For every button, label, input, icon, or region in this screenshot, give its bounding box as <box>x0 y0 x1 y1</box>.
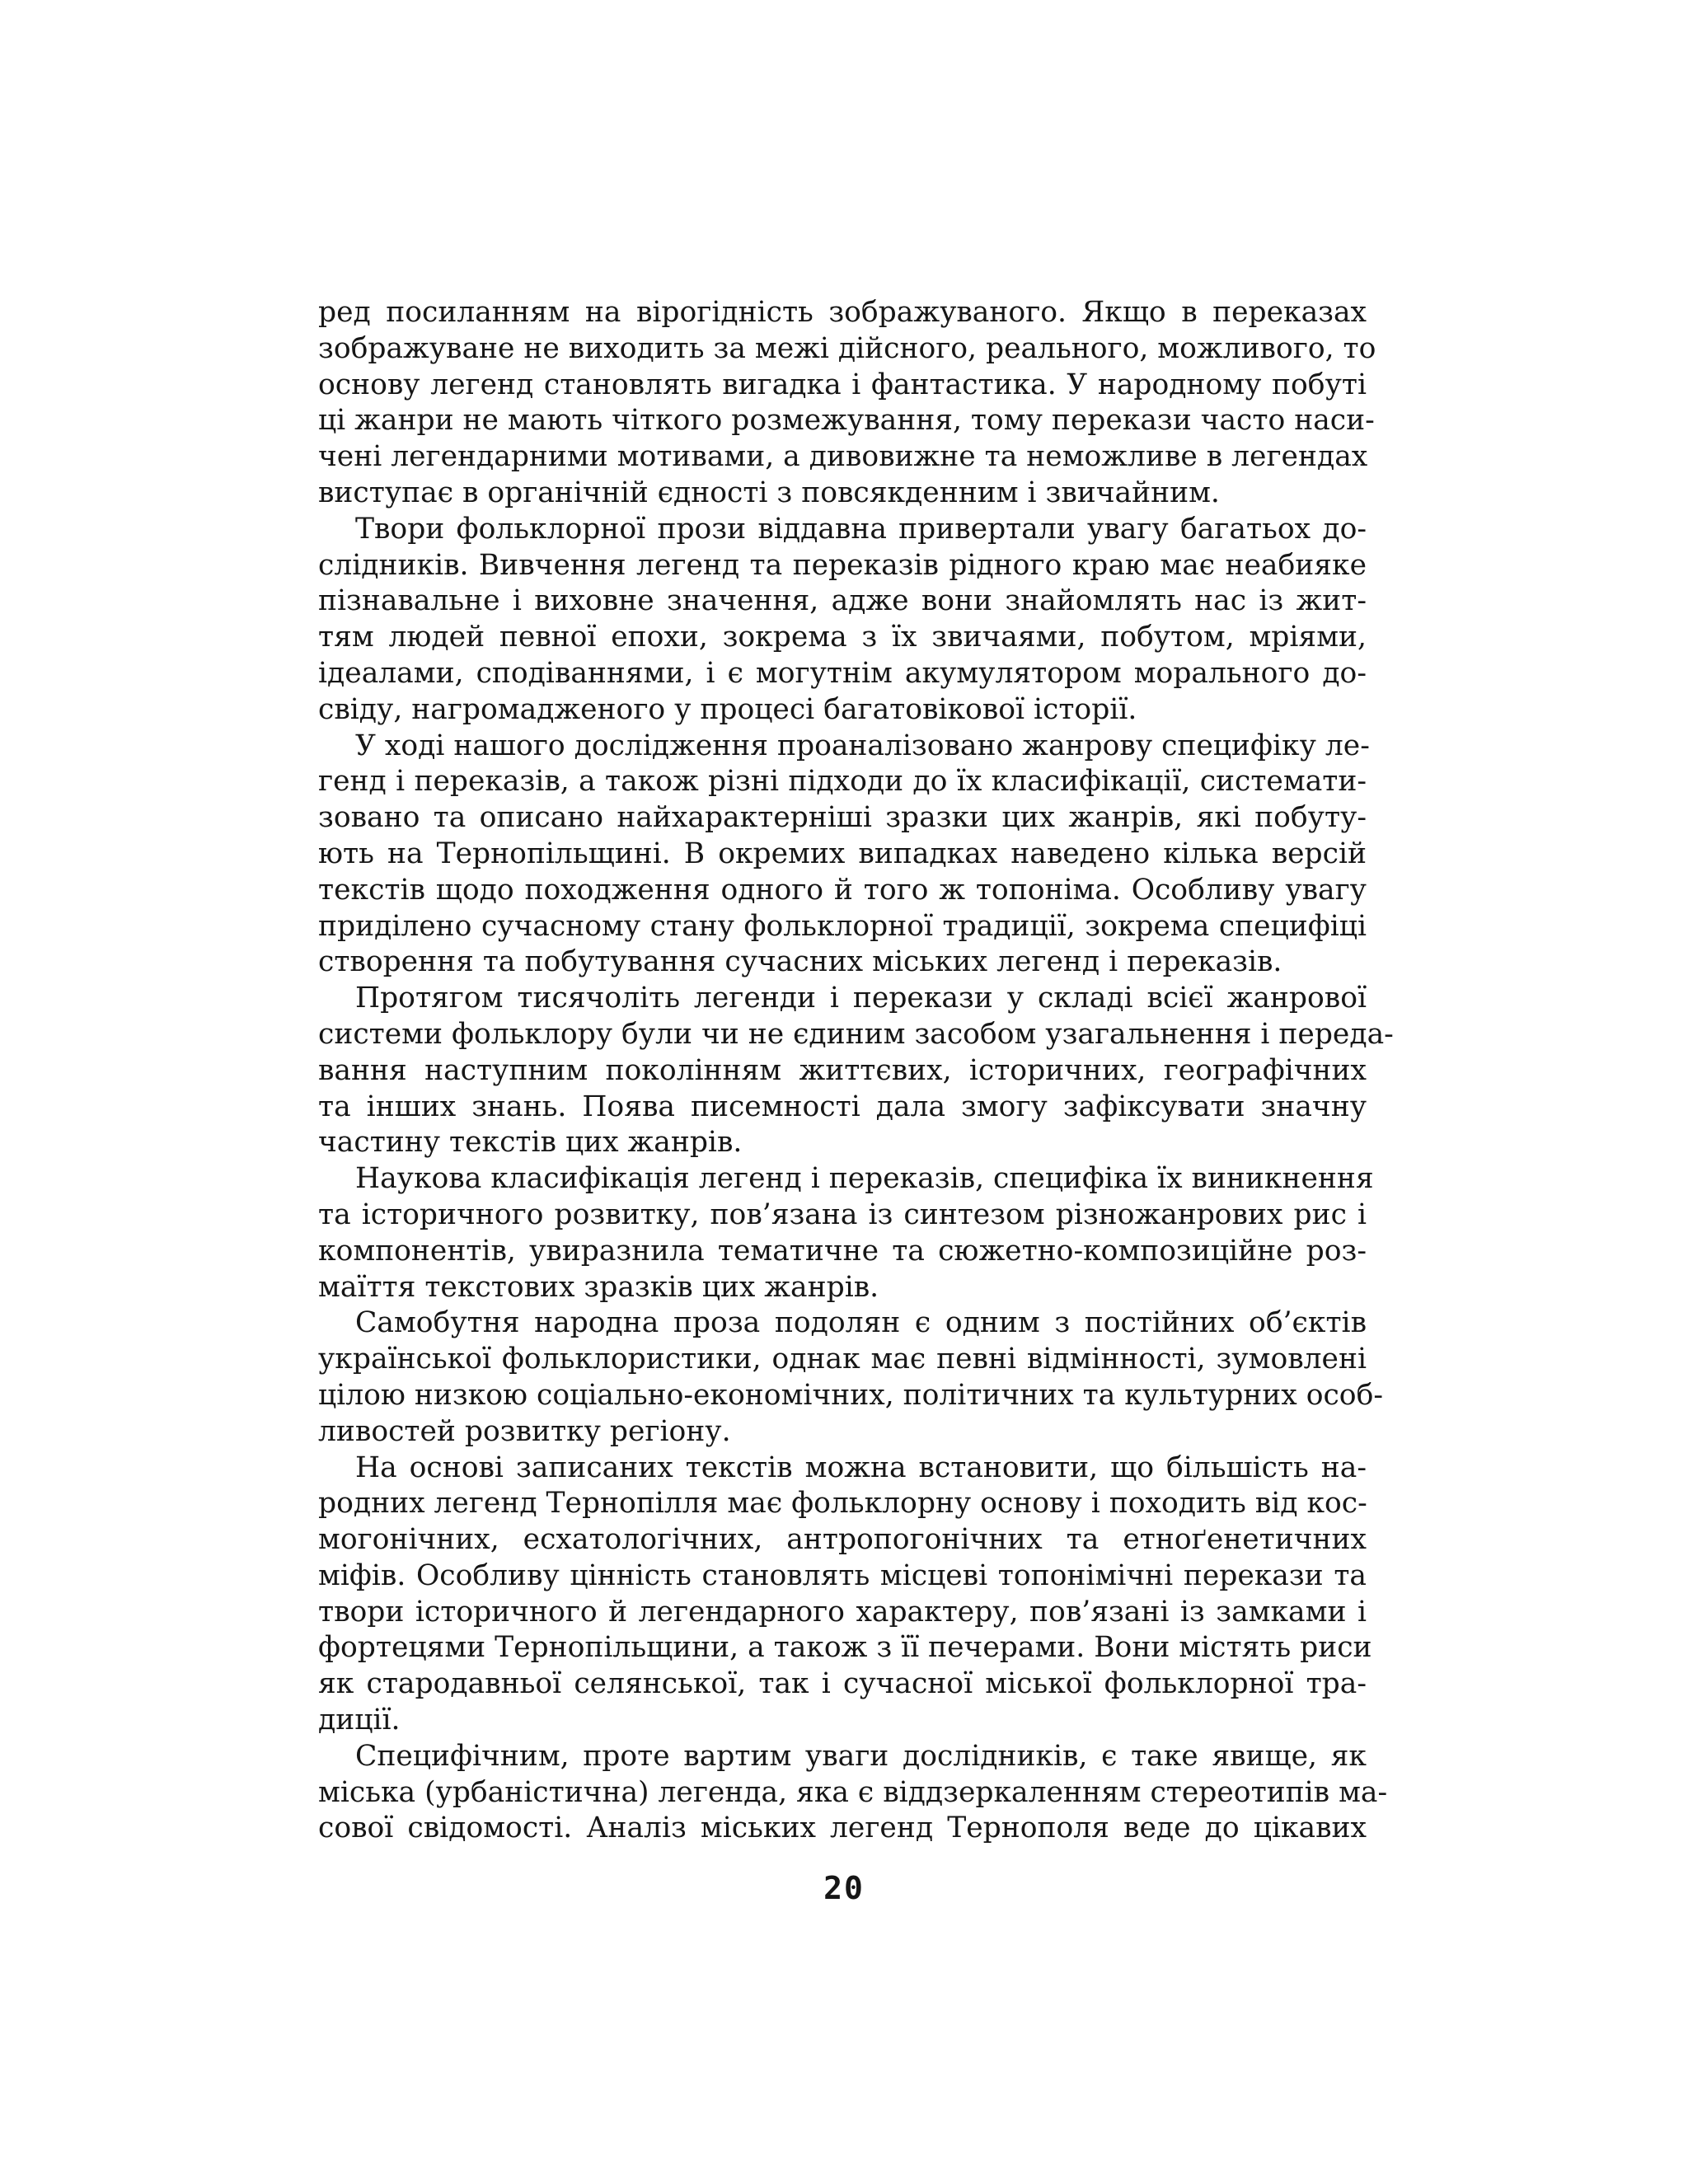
text-line: міфів. Особливу цінність становлять місцеві топонімічні перекази та <box>318 1558 1367 1592</box>
text-line: Специфічним, проте вартим уваги дослідників, є таке явище, як <box>355 1739 1367 1773</box>
text-line: цілою низкою соціально-економічних, політичних та культурних особ- <box>318 1378 1383 1412</box>
text-line: компонентів, увиразнила тематичне та сюжетно-композиційне роз- <box>318 1234 1367 1268</box>
text-line: фортецями Тернопільщини, а також з її печерами. Вони містять риси <box>318 1631 1372 1665</box>
text-line: зображуване не виходить за межі дійсного, реального, можливого, то <box>318 331 1376 365</box>
text-line: Протягом тисячоліть легенди і перекази у складі всієї жанрової <box>355 982 1367 1015</box>
text-line: сової свідомості. Аналіз міських легенд Тернополя веде до цікавих <box>318 1811 1367 1845</box>
paragraph <box>318 512 1367 729</box>
paragraph <box>318 1451 1372 1739</box>
text-line: ливостей розвитку регіону. <box>318 1414 731 1448</box>
text-line: створення та побутування сучасних міських легенд і переказів. <box>318 945 1282 979</box>
text-line: генд і переказів, а також різні підходи до їх класифікації, системати- <box>318 765 1367 799</box>
text-line: родних легенд Тернопілля має фольклорну основу і походить від кос- <box>318 1487 1367 1521</box>
paragraph <box>318 1739 1388 1847</box>
text-line: тям людей певної епохи, зокрема з їх звичаями, побутом, мріями, <box>318 621 1367 654</box>
text-line: маїття текстових зразків цих жанрів. <box>318 1270 879 1304</box>
body-text <box>318 295 1394 1847</box>
text-line: пізнавальне і виховне значення, адже вони знайомлять нас із жит- <box>318 584 1367 618</box>
text-line: ці жанри не мають чіткого розмежування, тому перекази часто наси- <box>318 404 1375 438</box>
paragraph <box>318 981 1394 1161</box>
text-line: слідників. Вивчення легенд та переказів рідного краю має неабияке <box>318 548 1367 582</box>
text-line: та інших знань. Поява писемності дала змогу зафіксувати значну <box>318 1090 1367 1123</box>
text-line: української фольклористики, однак має певні відмінності, зумовлені <box>318 1343 1367 1376</box>
paragraph <box>318 729 1370 982</box>
text-line: диції. <box>318 1704 401 1737</box>
text-line: У ході нашого дослідження проаналізовано жанрову специфіку ле- <box>355 729 1370 762</box>
text-line: міська (урбаністична) легенда, яка є віддзеркаленням стереотипів ма- <box>318 1775 1388 1809</box>
text-line: ють на Тернопільщині. В окремих випадках наведено кілька версій <box>318 837 1367 870</box>
text-line: приділено сучасному стану фольклорної традиції, зокрема специфіці <box>318 909 1367 943</box>
text-line: могонічних, есхатологічних, антропогонічних та етноґенетичних <box>318 1523 1367 1557</box>
text-line: виступає в органічній єдності з повсякденним і звичайним. <box>318 476 1220 509</box>
text-line: Твори фольклорної прози віддавна привертали увагу багатьох до- <box>355 512 1367 546</box>
page-number: 20 <box>823 1870 865 1906</box>
text-line: частину текстів цих жанрів. <box>318 1126 743 1160</box>
text-line: ідеалами, сподіваннями, і є могутнім акумулятором морального до- <box>318 656 1367 690</box>
text-line: На основі записаних текстів можна встановити, що більшість на- <box>355 1451 1367 1484</box>
text-line: текстів щодо походження одного й того ж топоніма. Особливу увагу <box>318 873 1367 907</box>
text-line: Самобутня народна проза подолян є одним з постійних об’єктів <box>355 1306 1367 1340</box>
text-line: свіду, нагромадженого у процесі багатовікової історії. <box>318 692 1137 726</box>
text-line: системи фольклору були чи не єдиним засобом узагальнення і переда- <box>318 1017 1394 1051</box>
text-line: чені легендарними мотивами, а дивовижне та неможливе в легендах <box>318 440 1368 474</box>
paragraph <box>318 1305 1383 1450</box>
text-line: як стародавньої селянської, так і сучасної міської фольклорної тра- <box>318 1667 1367 1701</box>
text-line: ред посиланням на вірогідність зображуваного. Якщо в переказах <box>318 296 1367 329</box>
text-line: Наукова класифікація легенд і переказів, специфіка їх виникнення <box>355 1162 1374 1196</box>
paragraph <box>318 1161 1374 1305</box>
text-line: зовано та описано найхарактерніші зразки цих жанрів, які побуту- <box>318 801 1367 835</box>
paragraph <box>318 295 1376 512</box>
text-line: вання наступним поколінням життєвих, історичних, географічних <box>318 1053 1367 1087</box>
text-line: твори історичного й легендарного характеру, пов’язані із замками і <box>318 1595 1367 1629</box>
text-line: основу легенд становлять вигадка і фантастика. У народному побуті <box>318 368 1367 401</box>
text-line: та історичного розвитку, пов’язана із синтезом різножанрових рис і <box>318 1197 1367 1231</box>
